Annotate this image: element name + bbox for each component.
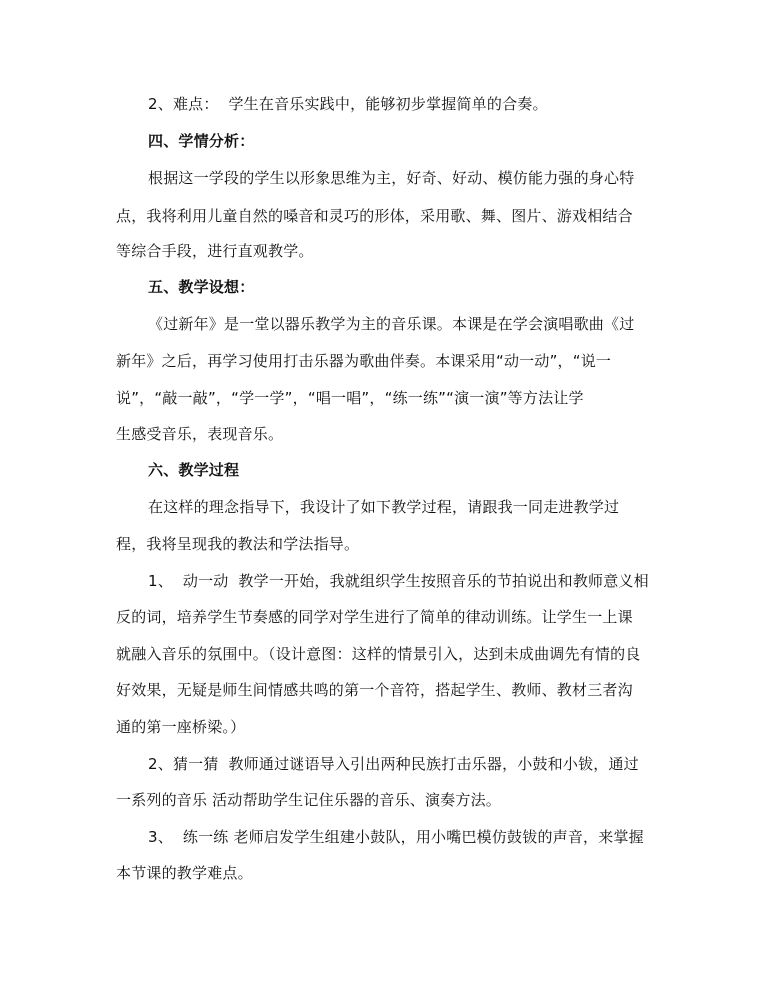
paragraph-line: 反的词，培养学生节奏感的同学对学生进行了简单的律动训练。让学生一上课	[116, 608, 633, 626]
paragraph-line: 2、猜一猜 教师通过谜语导入引出两种民族打击乐器，小鼓和小钹，通过	[148, 755, 639, 773]
paragraph-line: 《过新年》是一堂以器乐教学为主的音乐课。本课是在学会演唱歌曲《过	[148, 315, 635, 333]
paragraph-line: 通的第一座桥梁。）	[116, 718, 246, 736]
line-difficulty: 2、难点： 学生在音乐实践中，能够初步掌握简单的合奏。	[148, 95, 548, 113]
heading-teaching-concept: 五、教学设想：	[148, 278, 255, 296]
paragraph-line: 本节课的教学难点。	[116, 864, 253, 882]
paragraph-line: 就融入音乐的氛围中。（设计意图：这样的情景引入，达到未成曲调先有情的良	[116, 645, 641, 663]
paragraph-line: 生感受音乐，表现音乐。	[116, 425, 284, 443]
paragraph-line: 说”，“敲一敲”，“学一学”，“唱一唱”，“练一练”“演一演”等方法让学	[116, 389, 584, 407]
paragraph-line: 根据这一学段的学生以形象思维为主，好奇、好动、模仿能力强的身心特	[148, 169, 635, 187]
paragraph-line: 3、 练一练 老师启发学生组建小鼓队，用小嘴巴模仿鼓钹的声音，来掌握	[148, 828, 644, 846]
paragraph-line: 一系列的音乐 活动帮助学生记住乐器的音乐、演奏方法。	[116, 791, 501, 809]
heading-student-analysis: 四、学情分析：	[148, 132, 255, 150]
paragraph-line: 1、 动一动 教学一开始，我就组织学生按照音乐的节拍说出和教师意义相	[148, 572, 649, 590]
paragraph-line: 等综合手段，进行直观教学。	[116, 242, 314, 260]
paragraph-line: 新年》之后，再学习使用打击乐器为歌曲伴奏。本课采用“动一动”，“说一	[116, 352, 612, 370]
paragraph-line: 程，我将呈现我的教法和学法指导。	[116, 535, 360, 553]
paragraph-line: 点，我将利用儿童自然的嗓音和灵巧的形体，采用歌、舞、图片、游戏相结合	[116, 207, 633, 225]
paragraph-line: 好效果，无疑是师生间情感共鸣的第一个音符，搭起学生、教师、教材三者沟	[116, 681, 633, 699]
heading-teaching-process: 六、教学过程	[148, 461, 240, 479]
paragraph-line: 在这样的理念指导下，我设计了如下教学过程，请跟我一同走进教学过	[148, 498, 620, 516]
